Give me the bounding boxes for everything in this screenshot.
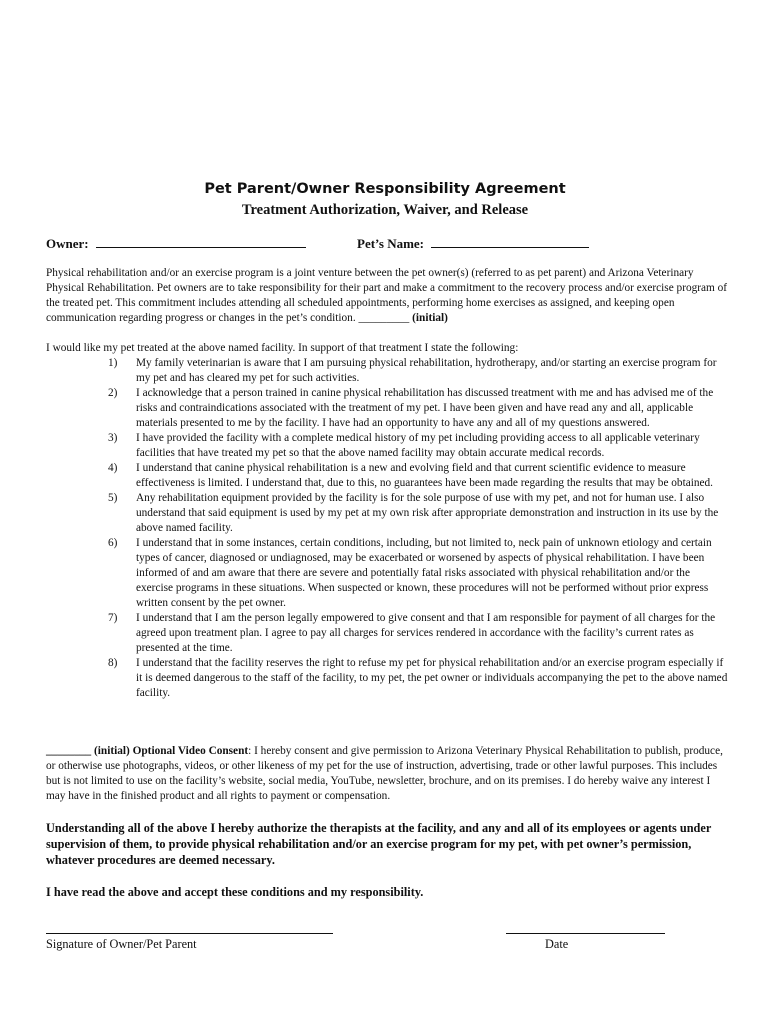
video-consent-heading: (initial) Optional Video Consent: [94, 745, 249, 757]
list-item-number: 1): [108, 357, 118, 369]
owner-label: Owner:: [46, 236, 89, 251]
list-item: [108, 656, 728, 701]
list-item: [108, 491, 728, 536]
list-item: [108, 431, 728, 461]
intro-paragraph: [46, 266, 728, 326]
owner-field[interactable]: [96, 237, 306, 248]
video-consent-paragraph: [46, 744, 728, 804]
list-item-text: I acknowledge that a person trained in canine physical rehabilitation has discussed treatment with me and has advised me of the risks and contraindications associated with the treatment of my pet. I have been given and have read any and all, applicable materials presented to me by the facility. I have had an opportunity to have any and all of my questions answered.: [136, 387, 714, 429]
list-item-text: I understand that I am the person legally empowered to give consent and that I am responsible for payment of all charges for the agreed upon treatment plan. I agree to pay all charges for services rendered in accordance with the facility’s current rates as presented at the time.: [136, 612, 716, 654]
pet-name-label: Pet’s Name:: [357, 236, 425, 251]
date-line[interactable]: [506, 933, 665, 934]
video-consent-blank[interactable]: ________: [46, 745, 92, 757]
pet-name-field-row: [357, 236, 589, 252]
list-item-text: I have provided the facility with a complete medical history of my pet including providing access to all applicable veterinary facilities that have treated my pet so that the above named facility may obtain accurate medical records.: [136, 432, 700, 459]
date-label: Date: [545, 937, 569, 951]
list-item: [108, 611, 728, 656]
document-subtitle: Treatment Authorization, Waiver, and Release: [241, 202, 529, 218]
list-item-text: Any rehabilitation equipment provided by the facility is for the sole purpose of use with my pet, and not for human use. I also understand that said equipment is used by my pet at my own risk after appropriate demonstration and instruction in its use by the above named facility.: [136, 492, 719, 534]
acceptance-statement: I have read the above and accept these conditions and my responsibility.: [46, 885, 424, 899]
list-item-text: My family veterinarian is aware that I am pursuing physical rehabilitation, hydrotherapy, and/or starting an exercise program for my pet and has cleared my pet for such activities.: [136, 357, 717, 384]
list-item-number: 2): [108, 387, 118, 399]
list-item-number: 8): [108, 657, 118, 669]
intro-initial-label: (initial): [412, 312, 448, 324]
list-item-number: 7): [108, 612, 118, 624]
list-item-number: 3): [108, 432, 118, 444]
signature-line[interactable]: [46, 933, 333, 934]
list-item-number: 6): [108, 537, 118, 549]
list-item: [108, 461, 728, 491]
list-item-number: 4): [108, 462, 118, 474]
statement-intro: I would like my pet treated at the above named facility. In support of that treatment I state the following:: [46, 342, 519, 354]
owner-field-row: [46, 236, 306, 252]
authorization-paragraph: Understanding all of the above I hereby authorize the therapists at the facility, and any and all of its employees or agents under supervision of them, to provide physical rehabilitation and/or an exercise program for my pet, with pet owner’s permission, whatever procedures are deemed necessary.: [46, 821, 712, 867]
list-item-text: I understand that in some instances, certain conditions, including, but not limited to, neck pain of unknown etiology and certain types of cancer, diagnosed or undiagnosed, may be exacerbated or worsened by aspects of physical rehabilitation. I have been informed of and am aware that there are severe and potentially fatal risks associated with physical rehabilitation and/or the exercise programs in these situations. When suspected or known, these procedures will not be performed without prior express written consent by the pet owner.: [136, 537, 712, 609]
statement-list: [108, 356, 728, 701]
video-consent-text: : I hereby consent and give permission to Arizona Veterinary Physical Rehabilitation to publish, produce, or otherwise use photographs, videos, or other likeness of my pet for the use of instruction, advertising, trade or other lawful purposes. This includes but is not limited to use on the facility’s website, social media, YouTube, newsletter, brochure, and on its premises. I do hereby waive any interest I may have in the finished product and all rights to payment or compensation.: [46, 745, 723, 802]
list-item: [108, 356, 728, 386]
list-item: [108, 536, 728, 611]
list-item: [108, 386, 728, 431]
document-title: Pet Parent/Owner Responsibility Agreement: [204, 181, 566, 197]
list-item-text: I understand that canine physical rehabilitation is a new and evolving field and that current scientific evidence to measure effectiveness is limited. I understand that, due to this, no guarantees have been made regarding the results that may be obtained.: [136, 462, 714, 489]
list-item-number: 5): [108, 492, 118, 504]
list-item-text: I understand that the facility reserves the right to refuse my pet for physical rehabilitation and/or an exercise program especially if it is deemed dangerous to the staff of the facility, to my pet, the pet owner or individuals accompanying the pet to the above named facility.: [136, 657, 728, 699]
intro-paragraph-text: Physical rehabilitation and/or an exercise program is a joint venture between the pet owner(s) (referred to as pet parent) and Arizona Veterinary Physical Rehabilitation. Pet owners are to take responsibility for their part and make a commitment to the recovery process and/or exercise program of the treated pet. This commitment includes attending all scheduled appointments, performing home exercises as assigned, and keeping open communication regarding progress or changes in the pet’s condition. _________: [46, 267, 728, 324]
signature-label: Signature of Owner/Pet Parent: [46, 937, 197, 951]
pet-name-field[interactable]: [431, 237, 589, 248]
